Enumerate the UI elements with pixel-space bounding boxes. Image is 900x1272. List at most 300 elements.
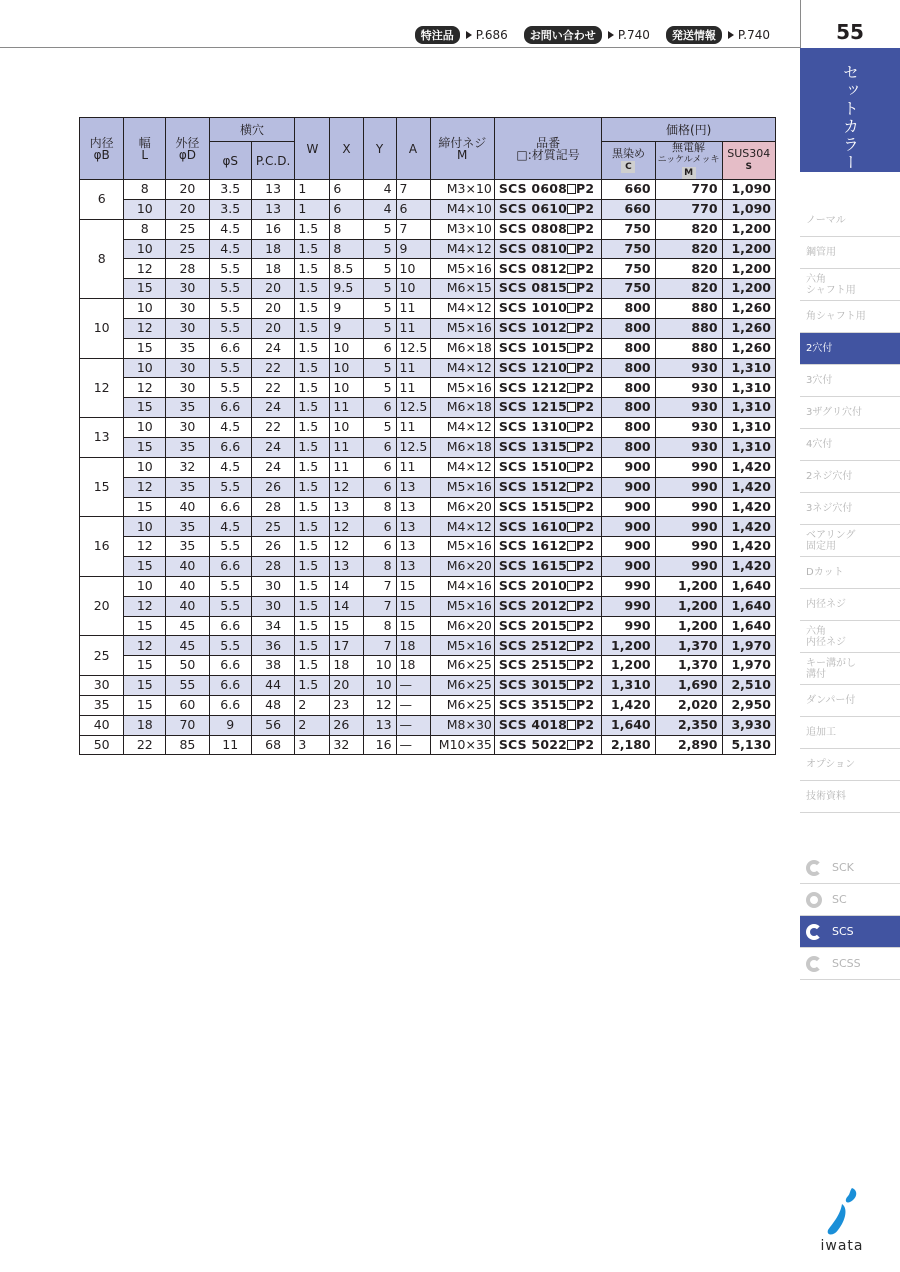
cell-s: 5.5 <box>209 537 251 557</box>
cell-l: 15 <box>124 279 166 299</box>
cell-l: 18 <box>124 715 166 735</box>
cell-pcd: 22 <box>251 418 295 438</box>
cell-m: M6×15 <box>430 279 494 299</box>
cell-d: 30 <box>166 358 209 378</box>
part-prefix: SCS 1315 <box>498 439 568 455</box>
price-c: 800 <box>602 318 655 338</box>
cell-pcd: 24 <box>251 457 295 477</box>
cell-m: M4×12 <box>430 299 494 319</box>
price-m: 770 <box>655 199 722 219</box>
cell-m: M4×12 <box>430 418 494 438</box>
cell-l: 10 <box>124 418 166 438</box>
cell-x: 8.5 <box>330 259 363 279</box>
price-s: 1,200 <box>722 259 775 279</box>
cell-x: 9 <box>330 299 363 319</box>
cell-w: 1.5 <box>295 279 330 299</box>
bore-cell: 40 <box>80 715 124 735</box>
price-m: 1,200 <box>655 576 722 596</box>
cell-l: 12 <box>124 318 166 338</box>
cell-s: 6.6 <box>209 398 251 418</box>
side-menu-item-label: 六角 <box>806 273 826 285</box>
price-c: 800 <box>602 418 655 438</box>
cell-pcd: 28 <box>251 557 295 577</box>
cell-a: 15 <box>396 576 430 596</box>
part-prefix: SCS 1212 <box>498 379 568 395</box>
cell-pcd: 22 <box>251 358 295 378</box>
table-row <box>80 576 776 596</box>
side-menu-item[interactable] <box>800 717 900 749</box>
part-suffix: P2 <box>576 458 595 474</box>
part-suffix: P2 <box>576 439 595 455</box>
bore-cell: 16 <box>80 517 124 577</box>
price-c: 800 <box>602 378 655 398</box>
part-number <box>494 299 601 319</box>
cell-pcd: 30 <box>251 596 295 616</box>
cell-s: 11 <box>209 735 251 755</box>
side-menu-item[interactable] <box>800 269 900 301</box>
cell-m: M10×35 <box>430 735 494 755</box>
cell-m: M4×16 <box>430 576 494 596</box>
side-menu-item[interactable] <box>800 653 900 685</box>
bore-cell: 6 <box>80 180 124 220</box>
material-box-icon <box>567 224 576 234</box>
bore-cell: 30 <box>80 676 124 696</box>
cell-d: 30 <box>166 299 209 319</box>
price-s: 1,260 <box>722 338 775 358</box>
bore-cell: 10 <box>80 299 124 359</box>
side-menu-item-label: 技術資料 <box>806 791 846 802</box>
side-menu-item-label: Dカット <box>806 567 844 578</box>
cell-w: 3 <box>295 735 330 755</box>
col-y: Y <box>363 118 396 180</box>
cell-m: M5×16 <box>430 596 494 616</box>
price-c: 750 <box>602 219 655 239</box>
bore-cell: 20 <box>80 576 124 636</box>
price-s: 1,310 <box>722 378 775 398</box>
part-prefix: SCS 0810 <box>498 240 568 256</box>
material-box-icon <box>567 482 576 492</box>
cell-a: 7 <box>396 180 430 200</box>
cell-pcd: 13 <box>251 180 295 200</box>
part-number <box>494 715 601 735</box>
cell-w: 1.5 <box>295 497 330 517</box>
side-menu-item[interactable] <box>800 333 900 365</box>
part-number <box>494 239 601 259</box>
cell-d: 30 <box>166 279 209 299</box>
col-side-hole: 横穴 <box>209 118 295 142</box>
cell-x: 18 <box>330 656 363 676</box>
col-a: A <box>396 118 430 180</box>
cell-d: 45 <box>166 616 209 636</box>
price-m: 770 <box>655 180 722 200</box>
series-item[interactable] <box>800 916 900 948</box>
cell-l: 10 <box>124 576 166 596</box>
side-menu-item[interactable] <box>800 461 900 493</box>
price-s: 1,640 <box>722 596 775 616</box>
cell-w: 1.5 <box>295 418 330 438</box>
cell-d: 60 <box>166 695 209 715</box>
price-s: 1,260 <box>722 299 775 319</box>
cell-s: 5.5 <box>209 299 251 319</box>
cell-pcd: 18 <box>251 239 295 259</box>
custom-order-ref: P.686 <box>475 28 508 42</box>
price-c: 660 <box>602 180 655 200</box>
part-suffix: P2 <box>576 657 595 673</box>
part-number <box>494 497 601 517</box>
part-suffix: P2 <box>576 240 595 256</box>
material-box-icon <box>567 244 576 254</box>
price-m: 930 <box>655 398 722 418</box>
cell-l: 10 <box>124 457 166 477</box>
cell-m: M6×25 <box>430 656 494 676</box>
cell-m: M4×12 <box>430 358 494 378</box>
part-suffix: P2 <box>576 597 595 613</box>
side-menu-item-label: 4穴付 <box>806 439 833 450</box>
cell-s: 5.5 <box>209 576 251 596</box>
price-m: 820 <box>655 279 722 299</box>
table-row <box>80 259 776 279</box>
cell-a: 12.5 <box>396 437 430 457</box>
table-row <box>80 338 776 358</box>
cell-y: 6 <box>363 457 396 477</box>
side-menu-item[interactable] <box>800 749 900 781</box>
price-s: 3,930 <box>722 715 775 735</box>
part-suffix: P2 <box>576 260 595 276</box>
table-row <box>80 239 776 259</box>
arrow-right-icon <box>466 31 472 39</box>
part-prefix: SCS 1210 <box>498 359 568 375</box>
side-menu-item[interactable] <box>800 493 900 525</box>
price-m: 990 <box>655 497 722 517</box>
side-menu-item-label: 固定用 <box>806 540 836 552</box>
cell-y: 5 <box>363 299 396 319</box>
price-s: 1,310 <box>722 398 775 418</box>
cell-a: — <box>396 735 430 755</box>
table-row <box>80 517 776 537</box>
part-number <box>494 180 601 200</box>
price-m: 930 <box>655 378 722 398</box>
cell-x: 12 <box>330 477 363 497</box>
part-prefix: SCS 1510 <box>498 458 568 474</box>
series-item[interactable] <box>800 852 900 884</box>
material-box-icon <box>567 323 576 333</box>
cell-l: 10 <box>124 358 166 378</box>
material-box-icon <box>567 204 576 214</box>
cell-d: 28 <box>166 259 209 279</box>
price-s: 2,510 <box>722 676 775 696</box>
material-box-icon <box>567 502 576 512</box>
price-m: 930 <box>655 418 722 438</box>
cell-pcd: 26 <box>251 537 295 557</box>
price-m: 990 <box>655 477 722 497</box>
divider <box>800 0 801 48</box>
material-box-icon <box>567 383 576 393</box>
part-prefix: SCS 1012 <box>498 320 568 336</box>
cell-y: 10 <box>363 656 396 676</box>
cell-s: 6.6 <box>209 557 251 577</box>
cell-w: 1.5 <box>295 259 330 279</box>
cell-a: 18 <box>396 636 430 656</box>
side-menu-item[interactable] <box>800 557 900 589</box>
cell-x: 32 <box>330 735 363 755</box>
cell-y: 6 <box>363 477 396 497</box>
cell-m: M5×16 <box>430 378 494 398</box>
material-box-icon <box>567 720 576 730</box>
cell-d: 30 <box>166 418 209 438</box>
table-row <box>80 318 776 338</box>
cell-w: 1 <box>295 180 330 200</box>
cell-y: 6 <box>363 398 396 418</box>
bore-cell: 25 <box>80 636 124 676</box>
series-item-label: SCK <box>832 861 854 874</box>
cell-d: 35 <box>166 517 209 537</box>
category-tab-label: セットカラー <box>840 64 860 172</box>
price-c: 1,420 <box>602 695 655 715</box>
price-m: 930 <box>655 358 722 378</box>
side-menu-item[interactable] <box>800 589 900 621</box>
price-s: 1,640 <box>722 616 775 636</box>
cell-y: 8 <box>363 616 396 636</box>
cell-w: 1.5 <box>295 239 330 259</box>
inquiry-link[interactable] <box>524 26 650 44</box>
part-prefix: SCS 1015 <box>498 339 568 355</box>
part-prefix: SCS 0608 <box>498 181 568 197</box>
part-number <box>494 616 601 636</box>
bore-cell: 50 <box>80 735 124 755</box>
cell-s: 5.5 <box>209 378 251 398</box>
cell-m: M5×16 <box>430 477 494 497</box>
part-prefix: SCS 3515 <box>498 697 568 713</box>
part-number <box>494 457 601 477</box>
cell-pcd: 34 <box>251 616 295 636</box>
cell-m: M6×20 <box>430 616 494 636</box>
price-c: 990 <box>602 576 655 596</box>
cell-d: 25 <box>166 219 209 239</box>
side-menu-item[interactable] <box>800 685 900 717</box>
cell-s: 3.5 <box>209 180 251 200</box>
cell-y: 5 <box>363 378 396 398</box>
cell-x: 10 <box>330 378 363 398</box>
price-s: 1,200 <box>722 239 775 259</box>
table-row <box>80 596 776 616</box>
price-c: 900 <box>602 477 655 497</box>
cell-l: 12 <box>124 259 166 279</box>
material-box-icon <box>567 522 576 532</box>
cell-d: 45 <box>166 636 209 656</box>
logo-mark-icon <box>812 1186 872 1238</box>
page-number: 55 <box>836 20 864 44</box>
side-menu-item[interactable] <box>800 301 900 333</box>
cell-s: 6.6 <box>209 437 251 457</box>
cell-x: 9.5 <box>330 279 363 299</box>
price-c: 800 <box>602 437 655 457</box>
side-menu-item[interactable] <box>800 525 900 557</box>
part-suffix: P2 <box>576 220 595 236</box>
cell-y: 5 <box>363 418 396 438</box>
cell-pcd: 20 <box>251 279 295 299</box>
table-row <box>80 279 776 299</box>
part-prefix: SCS 0812 <box>498 260 568 276</box>
material-box-icon <box>567 303 576 313</box>
shipping-link[interactable] <box>666 26 770 44</box>
price-c: 2,180 <box>602 735 655 755</box>
material-box-icon <box>567 660 576 670</box>
part-suffix: P2 <box>576 697 595 713</box>
cell-a: 13 <box>396 537 430 557</box>
table-row <box>80 557 776 577</box>
price-c: 800 <box>602 299 655 319</box>
side-menu-item-label: ノーマル <box>806 215 846 226</box>
price-c: 1,200 <box>602 636 655 656</box>
series-item[interactable] <box>800 884 900 916</box>
side-menu-item-label: 内径ネジ <box>806 599 846 610</box>
cell-s: 6.6 <box>209 676 251 696</box>
cell-pcd: 36 <box>251 636 295 656</box>
cell-x: 11 <box>330 398 363 418</box>
cell-m: M4×12 <box>430 517 494 537</box>
price-m: 2,020 <box>655 695 722 715</box>
price-m: 990 <box>655 537 722 557</box>
cell-pcd: 26 <box>251 477 295 497</box>
collar-icon <box>806 924 822 940</box>
part-suffix: P2 <box>576 617 595 633</box>
part-number <box>494 279 601 299</box>
material-box-icon <box>567 641 576 651</box>
part-suffix: P2 <box>576 339 595 355</box>
cell-y: 5 <box>363 219 396 239</box>
cell-s: 5.5 <box>209 358 251 378</box>
material-box-icon <box>567 283 576 293</box>
cell-w: 1.5 <box>295 557 330 577</box>
cell-w: 1.5 <box>295 676 330 696</box>
cell-y: 4 <box>363 180 396 200</box>
part-prefix: SCS 0815 <box>498 280 568 296</box>
cell-d: 25 <box>166 239 209 259</box>
part-number <box>494 219 601 239</box>
cell-x: 14 <box>330 596 363 616</box>
col-s: φS <box>209 142 251 180</box>
cell-w: 1.5 <box>295 537 330 557</box>
cell-d: 35 <box>166 338 209 358</box>
cell-d: 50 <box>166 656 209 676</box>
shipping-ref: P.740 <box>737 28 770 42</box>
price-c: 1,200 <box>602 656 655 676</box>
cell-a: 7 <box>396 219 430 239</box>
cell-a: 11 <box>396 457 430 477</box>
side-menu-item[interactable] <box>800 397 900 429</box>
cell-d: 85 <box>166 735 209 755</box>
price-s: 1,310 <box>722 358 775 378</box>
price-m: 2,890 <box>655 735 722 755</box>
part-number <box>494 656 601 676</box>
part-number <box>494 378 601 398</box>
cell-w: 1.5 <box>295 596 330 616</box>
col-pcd: P.C.D. <box>251 142 295 180</box>
price-s: 2,950 <box>722 695 775 715</box>
series-item[interactable] <box>800 948 900 980</box>
cell-y: 7 <box>363 576 396 596</box>
material-box-icon <box>567 184 576 194</box>
side-menu-item[interactable] <box>800 429 900 461</box>
price-m: 1,200 <box>655 596 722 616</box>
material-box-icon <box>567 343 576 353</box>
side-menu-item-label: オプション <box>806 759 856 770</box>
cell-s: 5.5 <box>209 259 251 279</box>
cell-l: 12 <box>124 378 166 398</box>
side-menu-item-label: 3穴付 <box>806 375 833 386</box>
cell-l: 8 <box>124 219 166 239</box>
price-m: 880 <box>655 338 722 358</box>
price-s: 1,090 <box>722 180 775 200</box>
cell-d: 30 <box>166 378 209 398</box>
price-c: 900 <box>602 497 655 517</box>
cell-a: — <box>396 695 430 715</box>
cell-pcd: 18 <box>251 259 295 279</box>
top-bar <box>0 0 800 48</box>
cell-y: 6 <box>363 537 396 557</box>
price-s: 1,420 <box>722 537 775 557</box>
side-menu-item-label: 角シャフト用 <box>806 311 866 322</box>
cell-s: 4.5 <box>209 219 251 239</box>
side-menu-item-label: 溝付 <box>806 668 826 680</box>
material-box-icon <box>567 561 576 571</box>
cell-pcd: 56 <box>251 715 295 735</box>
side-menu-item[interactable] <box>800 781 900 813</box>
material-box-icon <box>567 740 576 750</box>
custom-order-link[interactable] <box>415 26 508 44</box>
cell-m: M8×30 <box>430 715 494 735</box>
side-menu-item[interactable] <box>800 205 900 237</box>
arrow-right-icon <box>728 31 734 39</box>
side-menu-item[interactable] <box>800 621 900 653</box>
cell-x: 9 <box>330 318 363 338</box>
cell-m: M6×20 <box>430 497 494 517</box>
cell-m: M3×10 <box>430 180 494 200</box>
cell-l: 10 <box>124 299 166 319</box>
part-number <box>494 735 601 755</box>
category-tab[interactable] <box>800 48 900 172</box>
cell-d: 40 <box>166 557 209 577</box>
table-row <box>80 715 776 735</box>
part-number <box>494 338 601 358</box>
table-row <box>80 299 776 319</box>
price-s: 1,310 <box>722 437 775 457</box>
custom-order-badge: 特注品 <box>415 26 460 44</box>
cell-x: 20 <box>330 676 363 696</box>
side-menu-item-label: 内径ネジ <box>806 636 846 648</box>
cell-s: 4.5 <box>209 517 251 537</box>
col-price-sus: SUS304 S <box>722 142 775 180</box>
side-menu-item-label: 鋼管用 <box>806 247 836 258</box>
cell-a: 18 <box>396 656 430 676</box>
cell-w: 1.5 <box>295 616 330 636</box>
side-menu-item-label: 六角 <box>806 625 826 637</box>
col-part: 品番 □:材質記号 <box>494 118 601 180</box>
col-od: 外径 φD <box>166 118 209 180</box>
bore-cell: 35 <box>80 695 124 715</box>
cell-w: 2 <box>295 715 330 735</box>
side-menu-item[interactable] <box>800 237 900 269</box>
part-suffix: P2 <box>576 518 595 534</box>
cell-d: 70 <box>166 715 209 735</box>
cell-l: 12 <box>124 636 166 656</box>
cell-l: 15 <box>124 656 166 676</box>
cell-pcd: 20 <box>251 318 295 338</box>
side-menu-item[interactable] <box>800 365 900 397</box>
part-number <box>494 318 601 338</box>
table-row <box>80 656 776 676</box>
cell-pcd: 24 <box>251 338 295 358</box>
